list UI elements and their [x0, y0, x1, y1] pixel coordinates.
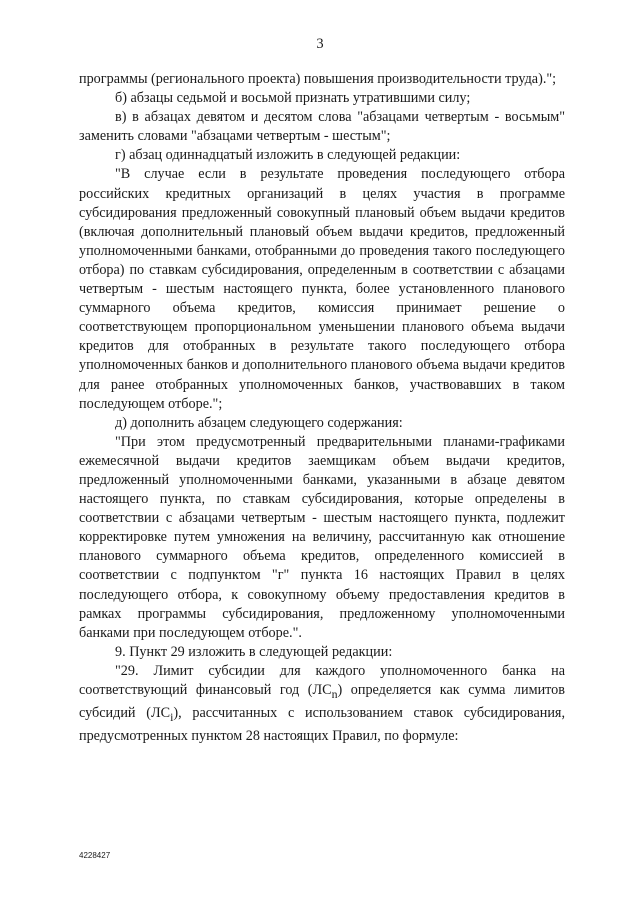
paragraph: "В случае если в результате проведения последующего отбора российских кредитных организаций в целях участия в программе субсидирования предложенный совокупный плановый объем выдачи кредитов (включая дополнительный плановый объем выдачи кредитов, предложенный уполномоченными банками, отобранными до проведения такого последующего отбора) по ставкам субсидирования, определенным в соответствии с абзацами четвертым - шестым настоящего пункта, более установленного планового суммарного объема кредитов, комиссия принимает решение о соответствующем пропорциональном уменьшении планового объема выдачи кредитов для отобранных в результате такого последующего отбора уполномоченных банков и дополнительного планового объема выдачи кредитов для ранее отобранных уполномоченных банков, участвовавших в таком последующем отборе.";: [79, 166, 565, 412]
page-number: 3: [316, 36, 324, 52]
text-run: ), рассчитанных с использованием ставок субсидирования, предусмотренных пунктом 28 настоящих Правил, по формуле:: [79, 704, 565, 744]
text-run: "29. Лимит субсидии для каждого уполномоченного банка на соответствующий финансовый год (ЛС: [79, 662, 565, 698]
document-id: 4228427: [79, 851, 111, 860]
paragraph: д) дополнить абзацем следующего содержания:: [115, 414, 403, 431]
paragraph: в) в абзацах девятом и десятом слова "абзацами четвертым - восьмым" заменить словами "абзацами четвертым - шестым";: [79, 109, 565, 145]
paragraph: программы (регионального проекта) повышения производительности труда).";: [79, 71, 557, 87]
paragraph-formula-intro: [79, 662, 565, 746]
text-run: ) определяется как сумма лимитов субсидий (ЛС: [79, 682, 565, 721]
paragraph: 9. Пункт 29 изложить в следующей редакции:: [115, 643, 393, 660]
paragraph: б) абзацы седьмой и восьмой признать утратившими силу;: [115, 90, 471, 107]
document-body: [79, 70, 565, 746]
subscript-i: i: [170, 709, 174, 724]
paragraph: "При этом предусмотренный предварительными планами-графиками ежемесячной выдачи кредитов заемщикам объем выдачи кредитов, предложенный уполномоченными банками, указанными в абзаце девятом настоящего пункта, по ставкам субсидирования, которые определены в соответствии с абзацами четвертым - шестым настоящего пункта, подлежит корректировке путем умножения на величину, рассчитанную как отношение планового суммарного объема кредитов, определенного комиссией в соответствии с подпунктом "г" пункта 16 настоящих Правил в целях последующего отбора, к совокупному объему предоставления кредитов в рамках программы субсидирования, предложенному уполномоченными банками при последующем отборе.".: [79, 433, 565, 641]
paragraph: г) абзац одиннадцатый изложить в следующей редакции:: [115, 147, 461, 164]
subscript-n: n: [331, 686, 338, 701]
